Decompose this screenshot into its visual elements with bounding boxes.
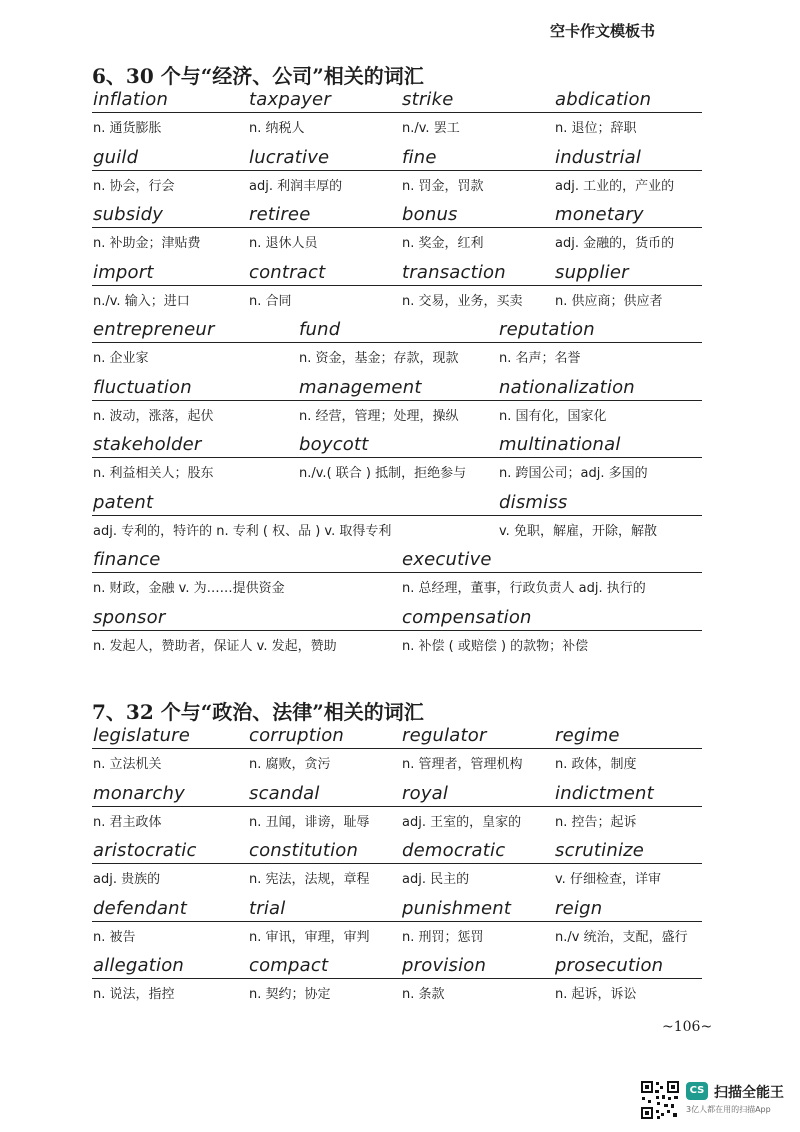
vocab-row bbox=[0, 841, 800, 899]
vocab-definition: n. 资金，基金；存款，现款 bbox=[299, 351, 459, 366]
vocab-word: contract bbox=[249, 261, 326, 283]
vocab-word: regime bbox=[555, 725, 620, 746]
vocab-definition: n./v.( 联合 ) 抵制，拒绝参与 bbox=[299, 466, 467, 481]
writing-line bbox=[92, 170, 702, 171]
vocab-definition: adj. 专利的，特许的 n. 专利 ( 权、品 ) v. 取得专利 bbox=[93, 523, 392, 539]
qr-code-icon bbox=[640, 1080, 680, 1120]
vocab-definition: n. 君主政体 bbox=[93, 814, 162, 830]
vocab-row bbox=[0, 956, 800, 1014]
writing-line bbox=[92, 921, 702, 922]
vocab-word: monetary bbox=[555, 204, 644, 225]
vocab-word: abdication bbox=[555, 89, 652, 110]
vocab-definition: n. 交易，业务，买卖 bbox=[402, 293, 523, 309]
vocab-definition: n. 补助金；津贴费 bbox=[93, 236, 201, 251]
vocab-definition: n. 总经理，董事，行政负责人 adj. 执行的 bbox=[402, 581, 646, 596]
writing-line bbox=[92, 227, 702, 228]
vocab-word: scrutinize bbox=[555, 840, 645, 861]
vocab-definition: n. 供应商；供应者 bbox=[555, 293, 663, 309]
vocab-row bbox=[0, 148, 800, 206]
vocab-word: reign bbox=[555, 897, 603, 919]
vocab-word: supplier bbox=[555, 261, 629, 283]
vocab-word: punishment bbox=[402, 897, 512, 919]
writing-line bbox=[92, 342, 702, 343]
vocab-word: scandal bbox=[249, 782, 320, 804]
vocab-row bbox=[0, 435, 800, 493]
vocab-word: trial bbox=[249, 897, 286, 919]
vocab-definition: n. 补偿 ( 或赔偿 ) 的款物；补偿 bbox=[402, 638, 589, 654]
vocab-definition: n. 发起人，赞助者，保证人 v. 发起，赞助 bbox=[93, 638, 337, 654]
vocab-row bbox=[0, 378, 800, 436]
vocab-definition: n. 被告 bbox=[93, 929, 136, 945]
vocab-row bbox=[0, 608, 800, 666]
vocab-row bbox=[0, 205, 800, 263]
vocab-word: allegation bbox=[93, 955, 185, 976]
vocab-definition: n. 说法，指控 bbox=[93, 987, 175, 1002]
vocab-word: lucrative bbox=[249, 146, 330, 168]
vocab-word: finance bbox=[93, 549, 161, 570]
vocab-word: legislature bbox=[93, 725, 191, 746]
vocab-word: aristocratic bbox=[93, 840, 197, 861]
vocab-definition: n. 条款 bbox=[402, 987, 445, 1002]
vocab-word: defendant bbox=[93, 897, 188, 919]
vocab-word: sponsor bbox=[93, 606, 166, 628]
vocab-word: executive bbox=[402, 549, 492, 570]
vocab-definition: n. 政体，制度 bbox=[555, 757, 637, 772]
vocab-definition: adj. 贵族的 bbox=[93, 872, 161, 887]
vocab-definition: n. 波动，涨落，起伏 bbox=[93, 408, 214, 424]
vocab-definition: n. 合同 bbox=[249, 293, 292, 309]
vocab-word: boycott bbox=[299, 434, 369, 455]
camscanner-logo-icon: CS bbox=[686, 1082, 708, 1100]
vocab-definition: n. 契约；协定 bbox=[249, 987, 331, 1002]
vocab-definition: n. 企业家 bbox=[93, 351, 149, 366]
vocab-definition: adj. 利润丰厚的 bbox=[249, 178, 343, 194]
vocab-word: regulator bbox=[402, 725, 487, 746]
vocab-word: retiree bbox=[249, 204, 311, 225]
vocab-definition: n. 立法机关 bbox=[93, 757, 162, 772]
vocab-word: nationalization bbox=[499, 376, 635, 398]
vocab-definition: n./v. 输入；进口 bbox=[93, 293, 190, 309]
vocab-definition: n. 罚金，罚款 bbox=[402, 178, 484, 194]
watermark-app-name: 扫描全能王 bbox=[714, 1085, 784, 1101]
writing-line bbox=[92, 112, 702, 113]
writing-line bbox=[92, 285, 702, 286]
vocab-row bbox=[0, 263, 800, 321]
vocab-definition: n. 控告；起诉 bbox=[555, 814, 637, 830]
vocab-word: multinational bbox=[499, 434, 621, 455]
scanner-watermark bbox=[640, 1080, 790, 1120]
watermark-tagline: 3亿人都在用的扫描App bbox=[686, 1105, 771, 1114]
vocab-definition: n. 纳税人 bbox=[249, 121, 305, 136]
vocab-definition: n. 财政，金融 v. 为……提供资金 bbox=[93, 581, 285, 596]
vocab-word: import bbox=[93, 261, 154, 283]
vocab-definition: n. 管理者，管理机构 bbox=[402, 757, 523, 772]
vocab-definition: n./v. 罢工 bbox=[402, 121, 460, 136]
vocab-definition: v. 仔细检查，详审 bbox=[555, 872, 661, 887]
vocab-definition: n. 宪法，法规，章程 bbox=[249, 872, 370, 887]
vocab-word: dismiss bbox=[499, 491, 568, 513]
vocab-word: reputation bbox=[499, 319, 595, 340]
vocab-word: guild bbox=[93, 146, 139, 168]
vocab-definition: v. 免职，解雇，开除，解散 bbox=[499, 523, 657, 539]
section-title: 6、30 个与“经济、公司”相关的词汇 bbox=[92, 64, 424, 88]
vocab-word: industrial bbox=[555, 146, 642, 168]
writing-line bbox=[92, 572, 702, 573]
vocab-definition: adj. 王室的，皇家的 bbox=[402, 814, 522, 830]
vocab-word: compensation bbox=[402, 606, 532, 628]
vocab-word: bonus bbox=[402, 204, 458, 225]
vocab-word: fluctuation bbox=[93, 376, 192, 398]
vocab-row bbox=[0, 726, 800, 784]
vocab-word: prosecution bbox=[555, 955, 664, 976]
vocab-definition: n. 起诉，诉讼 bbox=[555, 987, 637, 1002]
vocab-word: taxpayer bbox=[249, 89, 331, 110]
section-title: 7、32 个与“政治、法律”相关的词汇 bbox=[92, 700, 424, 724]
page-number: ~106~ bbox=[662, 1019, 713, 1035]
vocab-definition: n. 国有化，国家化 bbox=[499, 408, 607, 424]
vocab-row bbox=[0, 320, 800, 378]
vocab-definition: n. 利益相关人；股东 bbox=[93, 466, 214, 481]
vocab-definition: n. 退位；辞职 bbox=[555, 121, 637, 136]
vocab-row bbox=[0, 550, 800, 608]
vocab-word: monarchy bbox=[93, 782, 185, 804]
vocab-word: provision bbox=[402, 955, 487, 976]
vocab-definition: n. 退休人员 bbox=[249, 236, 318, 251]
vocab-definition: n. 经营，管理；处理，操纵 bbox=[299, 408, 459, 424]
vocab-definition: n. 刑罚；惩罚 bbox=[402, 929, 484, 945]
vocab-row bbox=[0, 493, 800, 551]
vocab-definition: n./v 统治，支配，盛行 bbox=[555, 929, 688, 945]
vocab-row bbox=[0, 90, 800, 148]
vocab-definition: n. 审讯，审理，审判 bbox=[249, 929, 370, 945]
vocab-definition: adj. 金融的，货币的 bbox=[555, 236, 675, 251]
vocab-word: indictment bbox=[555, 782, 654, 804]
vocab-word: subsidy bbox=[93, 204, 164, 225]
writing-line bbox=[92, 457, 702, 458]
writing-line bbox=[92, 630, 702, 631]
vocab-word: corruption bbox=[249, 725, 345, 746]
vocab-definition: n. 通货膨胀 bbox=[93, 121, 162, 136]
vocab-word: royal bbox=[402, 782, 449, 804]
writing-line bbox=[92, 515, 702, 516]
vocab-definition: n. 腐败，贪污 bbox=[249, 757, 331, 772]
vocab-word: management bbox=[299, 376, 422, 398]
vocab-word: entrepreneur bbox=[93, 319, 215, 340]
vocab-definition: n. 协会，行会 bbox=[93, 178, 175, 194]
vocab-definition: adj. 工业的，产业的 bbox=[555, 178, 675, 194]
vocab-definition: n. 跨国公司；adj. 多国的 bbox=[499, 466, 648, 481]
vocab-word: strike bbox=[402, 89, 454, 110]
writing-line bbox=[92, 978, 702, 979]
vocab-word: constitution bbox=[249, 840, 359, 861]
vocab-row bbox=[0, 899, 800, 957]
writing-line bbox=[92, 806, 702, 807]
vocab-word: compact bbox=[249, 955, 329, 976]
vocab-definition: adj. 民主的 bbox=[402, 872, 470, 887]
vocab-word: democratic bbox=[402, 840, 506, 861]
writing-line bbox=[92, 863, 702, 864]
vocab-word: patent bbox=[93, 491, 154, 513]
vocab-word: transaction bbox=[402, 261, 506, 283]
vocab-row bbox=[0, 784, 800, 842]
vocab-definition: n. 奖金，红利 bbox=[402, 236, 484, 251]
vocab-word: inflation bbox=[93, 89, 169, 110]
vocab-word: stakeholder bbox=[93, 434, 202, 455]
vocab-definition: n. 名声；名誉 bbox=[499, 351, 581, 366]
vocab-definition: n. 丑闻，诽谤，耻辱 bbox=[249, 814, 370, 830]
vocab-word: fine bbox=[402, 146, 437, 168]
writing-line bbox=[92, 400, 702, 401]
vocab-word: fund bbox=[299, 319, 341, 340]
page-header: 空卡作文模板书 bbox=[549, 22, 655, 40]
writing-line bbox=[92, 748, 702, 749]
